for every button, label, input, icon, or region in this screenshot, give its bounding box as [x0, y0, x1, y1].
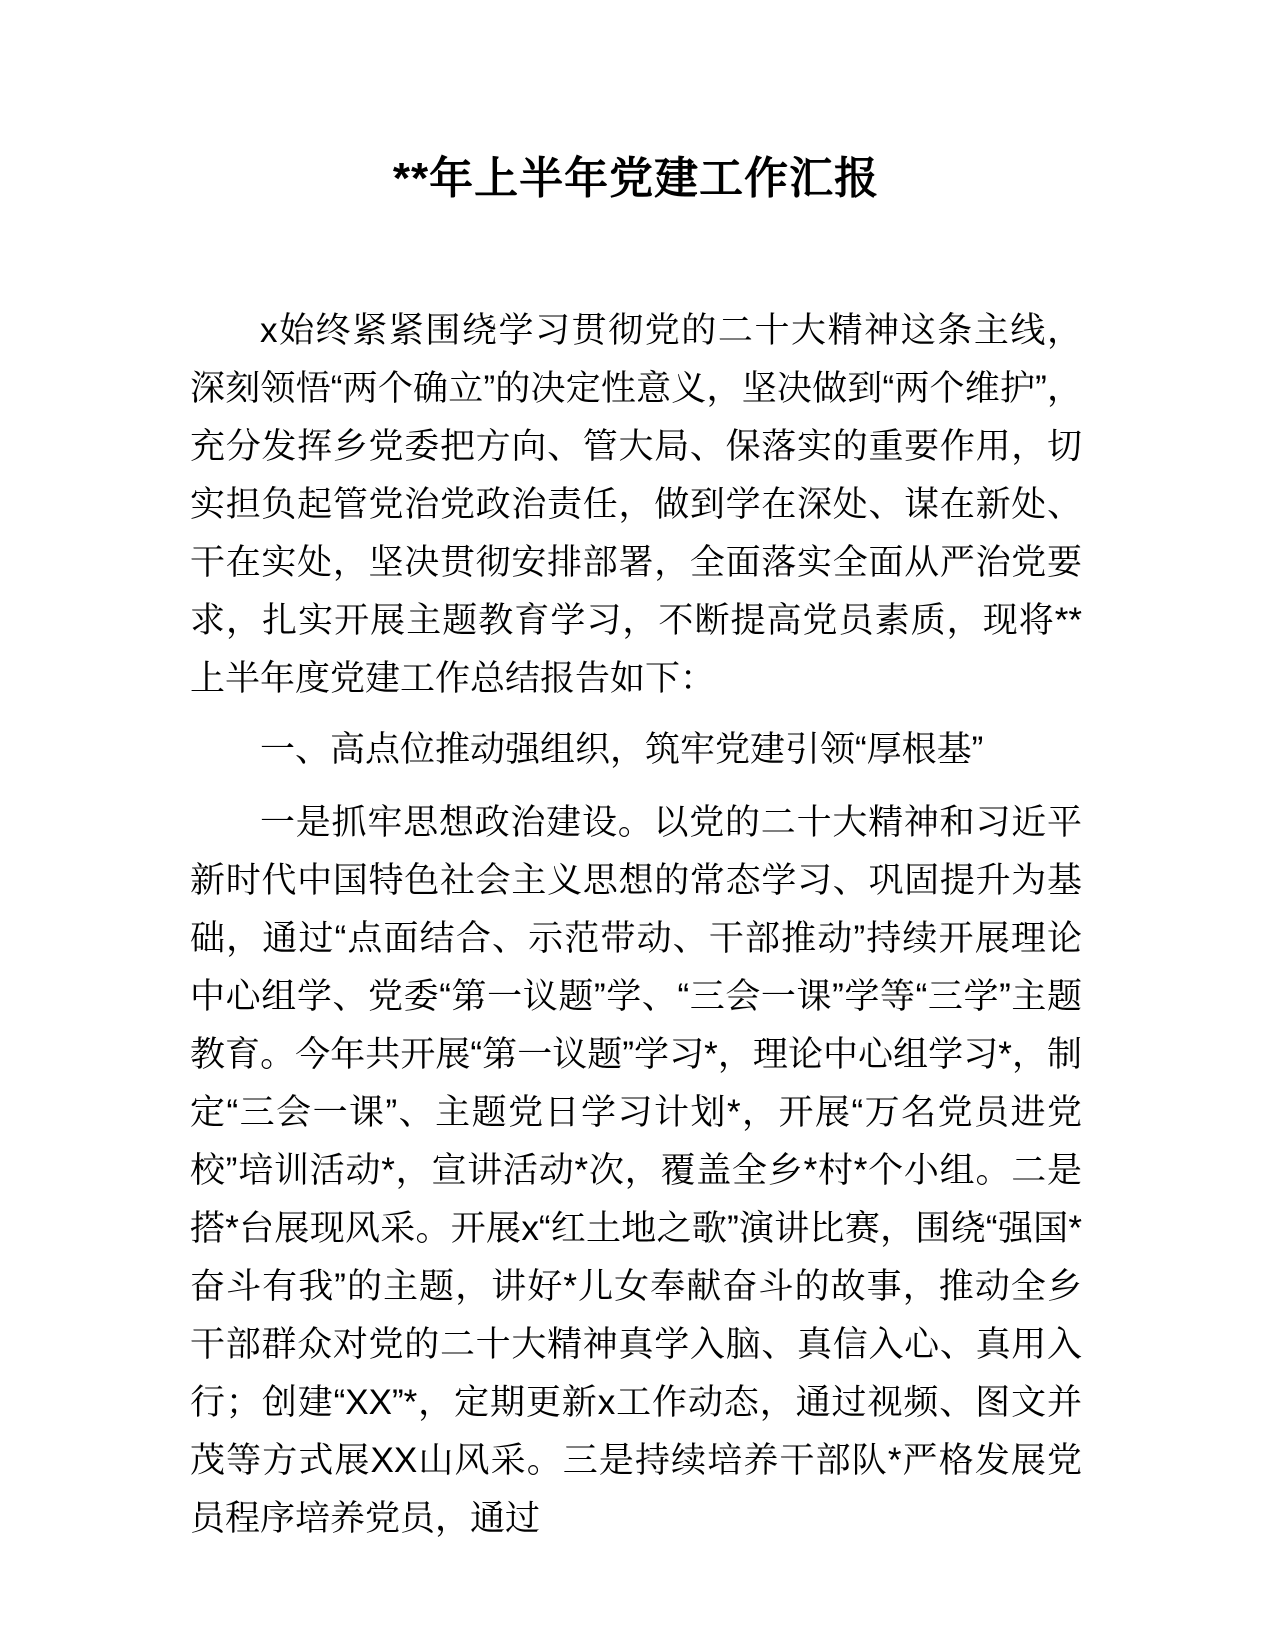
section-paragraph: 一是抓牢思想政治建设。以党的二十大精神和习近平新时代中国特色社会主义思想的常态学习、巩固提升为基础，通过“点面结合、示范带动、干部推动”持续开展理论中心组学、党委“第一议题”学、“三会一课”学等“三学”主题教育。今年共开展“第一议题”学习*，理论中心组学习*，制定“三会一课”、主题党日学习计划*，开展“万名党员进党校”培训活动*，宣讲活动*次，覆盖全乡*村*个小组。二是搭*台展现风采。开展x“红土地之歌”演讲比赛，围绕“强国*奋斗有我”的主题，讲好*儿女奉献奋斗的故事，推动全乡干部群众对党的二十大精神真学入脑、真信入心、真用入行；创建“XX”*，定期更新x工作动态，通过视频、图文并茂等方式展XX山风采。三是持续培养干部队*严格发展党员程序培养党员，通过	[190, 803, 1082, 1538]
document-title: **年上半年党建工作汇报	[392, 154, 880, 203]
section-heading: 一、高点位推动强组织，筑牢党建引领“厚根基”	[260, 730, 984, 769]
intro-paragraph: x始终紧紧围绕学习贯彻党的二十大精神这条主线，深刻领悟“两个确立”的决定性意义，坚决做到“两个维护”，充分发挥乡党委把方向、管大局、保落实的重要作用，切实担负起管党治党政治责任，做到学在深处、谋在新处、干在实处，坚决贯彻安排部署，全面落实全面从严治党要求，扎实开展主题教育学习，不断提高党员素质，现将**上半年度党建工作总结报告如下：	[190, 311, 1082, 698]
